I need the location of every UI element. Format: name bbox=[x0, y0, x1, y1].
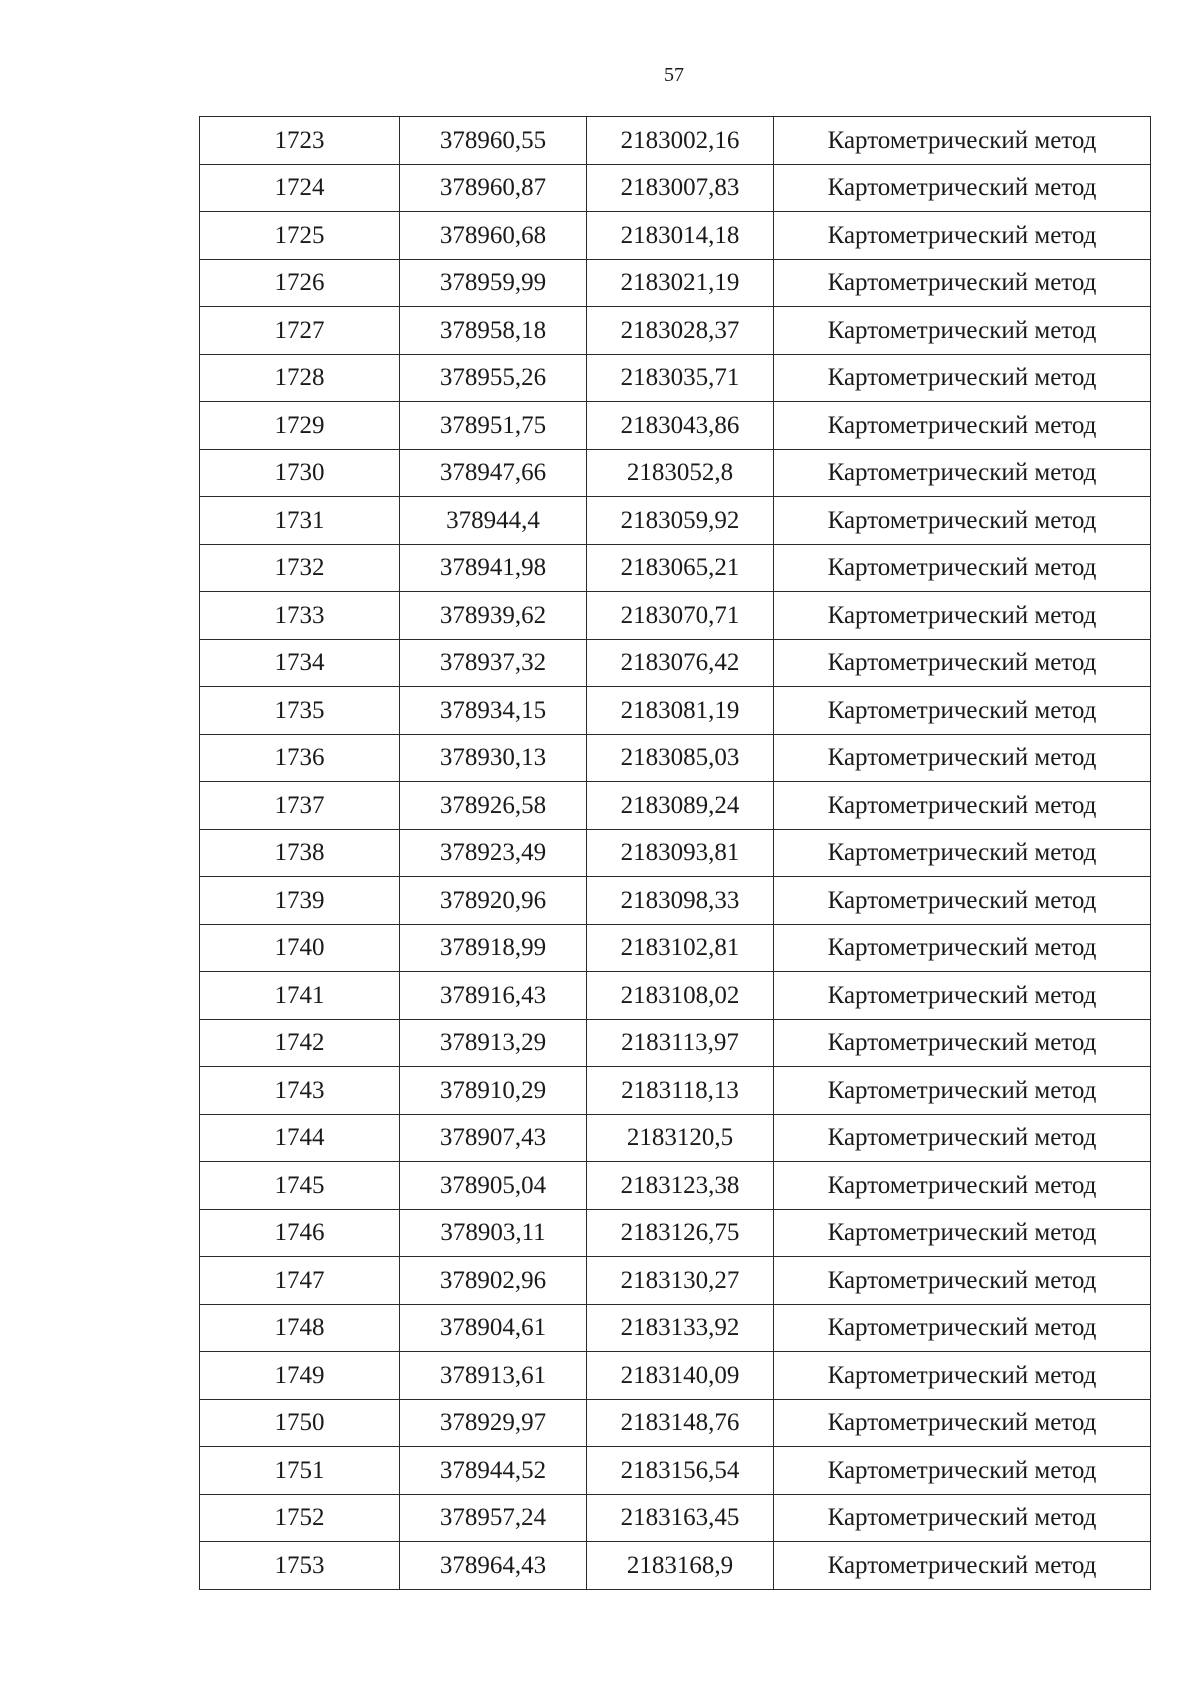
method-cell: Картометрический метод bbox=[774, 1114, 1151, 1162]
method-cell: Картометрический метод bbox=[774, 117, 1151, 165]
x-coordinate-cell: 378918,99 bbox=[400, 924, 587, 972]
point-number-cell: 1726 bbox=[200, 259, 400, 307]
table-row bbox=[200, 544, 1151, 592]
x-coordinate-cell: 378904,61 bbox=[400, 1304, 587, 1352]
y-coordinate-cell: 2183021,19 bbox=[587, 259, 774, 307]
point-number-cell: 1741 bbox=[200, 972, 400, 1020]
x-coordinate-cell: 378937,32 bbox=[400, 639, 587, 687]
y-coordinate-cell: 2183113,97 bbox=[587, 1019, 774, 1067]
method-cell: Картометрический метод bbox=[774, 1494, 1151, 1542]
x-coordinate-cell: 378910,29 bbox=[400, 1067, 587, 1115]
y-coordinate-cell: 2183102,81 bbox=[587, 924, 774, 972]
x-coordinate-cell: 378934,15 bbox=[400, 687, 587, 735]
method-cell: Картометрический метод bbox=[774, 1304, 1151, 1352]
method-cell: Картометрический метод bbox=[774, 972, 1151, 1020]
point-number-cell: 1724 bbox=[200, 164, 400, 212]
y-coordinate-cell: 2183148,76 bbox=[587, 1399, 774, 1447]
method-cell: Картометрический метод bbox=[774, 402, 1151, 450]
x-coordinate-cell: 378907,43 bbox=[400, 1114, 587, 1162]
y-coordinate-cell: 2183076,42 bbox=[587, 639, 774, 687]
method-cell: Картометрический метод bbox=[774, 212, 1151, 260]
method-cell: Картометрический метод bbox=[774, 734, 1151, 782]
point-number-cell: 1740 bbox=[200, 924, 400, 972]
point-number-cell: 1733 bbox=[200, 592, 400, 640]
y-coordinate-cell: 2183163,45 bbox=[587, 1494, 774, 1542]
method-cell: Картометрический метод bbox=[774, 1257, 1151, 1305]
point-number-cell: 1750 bbox=[200, 1399, 400, 1447]
y-coordinate-cell: 2183059,92 bbox=[587, 497, 774, 545]
point-number-cell: 1730 bbox=[200, 449, 400, 497]
x-coordinate-cell: 378960,55 bbox=[400, 117, 587, 165]
table-row bbox=[200, 734, 1151, 782]
y-coordinate-cell: 2183089,24 bbox=[587, 782, 774, 830]
y-coordinate-cell: 2183043,86 bbox=[587, 402, 774, 450]
point-number-cell: 1738 bbox=[200, 829, 400, 877]
x-coordinate-cell: 378902,96 bbox=[400, 1257, 587, 1305]
method-cell: Картометрический метод bbox=[774, 497, 1151, 545]
x-coordinate-cell: 378960,68 bbox=[400, 212, 587, 260]
x-coordinate-cell: 378959,99 bbox=[400, 259, 587, 307]
table-row bbox=[200, 972, 1151, 1020]
point-number-cell: 1734 bbox=[200, 639, 400, 687]
y-coordinate-cell: 2183156,54 bbox=[587, 1447, 774, 1495]
y-coordinate-cell: 2183120,5 bbox=[587, 1114, 774, 1162]
method-cell: Картометрический метод bbox=[774, 924, 1151, 972]
point-number-cell: 1743 bbox=[200, 1067, 400, 1115]
point-number-cell: 1725 bbox=[200, 212, 400, 260]
table-row bbox=[200, 877, 1151, 925]
method-cell: Картометрический метод bbox=[774, 164, 1151, 212]
coordinates-table-body bbox=[200, 117, 1151, 1590]
x-coordinate-cell: 378913,29 bbox=[400, 1019, 587, 1067]
y-coordinate-cell: 2183168,9 bbox=[587, 1542, 774, 1590]
method-cell: Картометрический метод bbox=[774, 1209, 1151, 1257]
point-number-cell: 1736 bbox=[200, 734, 400, 782]
x-coordinate-cell: 378964,43 bbox=[400, 1542, 587, 1590]
x-coordinate-cell: 378958,18 bbox=[400, 307, 587, 355]
x-coordinate-cell: 378939,62 bbox=[400, 592, 587, 640]
point-number-cell: 1751 bbox=[200, 1447, 400, 1495]
y-coordinate-cell: 2183130,27 bbox=[587, 1257, 774, 1305]
table-row bbox=[200, 1114, 1151, 1162]
y-coordinate-cell: 2183093,81 bbox=[587, 829, 774, 877]
point-number-cell: 1735 bbox=[200, 687, 400, 735]
table-row bbox=[200, 1162, 1151, 1210]
point-number-cell: 1753 bbox=[200, 1542, 400, 1590]
table-row bbox=[200, 1399, 1151, 1447]
table-row bbox=[200, 307, 1151, 355]
table-row bbox=[200, 354, 1151, 402]
table-row bbox=[200, 924, 1151, 972]
point-number-cell: 1747 bbox=[200, 1257, 400, 1305]
table-row bbox=[200, 1542, 1151, 1590]
point-number-cell: 1731 bbox=[200, 497, 400, 545]
x-coordinate-cell: 378957,24 bbox=[400, 1494, 587, 1542]
y-coordinate-cell: 2183070,71 bbox=[587, 592, 774, 640]
y-coordinate-cell: 2183081,19 bbox=[587, 687, 774, 735]
table-row bbox=[200, 1209, 1151, 1257]
table-row bbox=[200, 592, 1151, 640]
x-coordinate-cell: 378960,87 bbox=[400, 164, 587, 212]
y-coordinate-cell: 2183007,83 bbox=[587, 164, 774, 212]
point-number-cell: 1727 bbox=[200, 307, 400, 355]
x-coordinate-cell: 378903,11 bbox=[400, 1209, 587, 1257]
x-coordinate-cell: 378944,52 bbox=[400, 1447, 587, 1495]
point-number-cell: 1744 bbox=[200, 1114, 400, 1162]
y-coordinate-cell: 2183123,38 bbox=[587, 1162, 774, 1210]
table-row bbox=[200, 782, 1151, 830]
table-row bbox=[200, 259, 1151, 307]
point-number-cell: 1737 bbox=[200, 782, 400, 830]
table-row bbox=[200, 1494, 1151, 1542]
method-cell: Картометрический метод bbox=[774, 1019, 1151, 1067]
y-coordinate-cell: 2183118,13 bbox=[587, 1067, 774, 1115]
method-cell: Картометрический метод bbox=[774, 544, 1151, 592]
method-cell: Картометрический метод bbox=[774, 307, 1151, 355]
y-coordinate-cell: 2183133,92 bbox=[587, 1304, 774, 1352]
point-number-cell: 1742 bbox=[200, 1019, 400, 1067]
x-coordinate-cell: 378926,58 bbox=[400, 782, 587, 830]
y-coordinate-cell: 2183065,21 bbox=[587, 544, 774, 592]
table-row bbox=[200, 1352, 1151, 1400]
point-number-cell: 1746 bbox=[200, 1209, 400, 1257]
point-number-cell: 1752 bbox=[200, 1494, 400, 1542]
point-number-cell: 1749 bbox=[200, 1352, 400, 1400]
point-number-cell: 1745 bbox=[200, 1162, 400, 1210]
method-cell: Картометрический метод bbox=[774, 1399, 1151, 1447]
x-coordinate-cell: 378920,96 bbox=[400, 877, 587, 925]
table-row bbox=[200, 829, 1151, 877]
table-row bbox=[200, 117, 1151, 165]
method-cell: Картометрический метод bbox=[774, 639, 1151, 687]
method-cell: Картометрический метод bbox=[774, 1447, 1151, 1495]
table-row bbox=[200, 1304, 1151, 1352]
x-coordinate-cell: 378941,98 bbox=[400, 544, 587, 592]
point-number-cell: 1729 bbox=[200, 402, 400, 450]
y-coordinate-cell: 2183035,71 bbox=[587, 354, 774, 402]
table-row bbox=[200, 1067, 1151, 1115]
method-cell: Картометрический метод bbox=[774, 1067, 1151, 1115]
method-cell: Картометрический метод bbox=[774, 1162, 1151, 1210]
table-row bbox=[200, 1257, 1151, 1305]
y-coordinate-cell: 2183108,02 bbox=[587, 972, 774, 1020]
table-row bbox=[200, 402, 1151, 450]
method-cell: Картометрический метод bbox=[774, 259, 1151, 307]
point-number-cell: 1748 bbox=[200, 1304, 400, 1352]
point-number-cell: 1732 bbox=[200, 544, 400, 592]
x-coordinate-cell: 378955,26 bbox=[400, 354, 587, 402]
y-coordinate-cell: 2183052,8 bbox=[587, 449, 774, 497]
table-row bbox=[200, 1447, 1151, 1495]
method-cell: Картометрический метод bbox=[774, 592, 1151, 640]
table-row bbox=[200, 1019, 1151, 1067]
x-coordinate-cell: 378913,61 bbox=[400, 1352, 587, 1400]
method-cell: Картометрический метод bbox=[774, 782, 1151, 830]
x-coordinate-cell: 378947,66 bbox=[400, 449, 587, 497]
point-number-cell: 1739 bbox=[200, 877, 400, 925]
method-cell: Картометрический метод bbox=[774, 687, 1151, 735]
y-coordinate-cell: 2183014,18 bbox=[587, 212, 774, 260]
method-cell: Картометрический метод bbox=[774, 449, 1151, 497]
table-row bbox=[200, 639, 1151, 687]
x-coordinate-cell: 378944,4 bbox=[400, 497, 587, 545]
x-coordinate-cell: 378923,49 bbox=[400, 829, 587, 877]
table-row bbox=[200, 687, 1151, 735]
y-coordinate-cell: 2183126,75 bbox=[587, 1209, 774, 1257]
y-coordinate-cell: 2183028,37 bbox=[587, 307, 774, 355]
coordinates-table bbox=[199, 116, 1151, 1590]
x-coordinate-cell: 378905,04 bbox=[400, 1162, 587, 1210]
page-number: 57 bbox=[664, 64, 684, 86]
table-row bbox=[200, 497, 1151, 545]
x-coordinate-cell: 378929,97 bbox=[400, 1399, 587, 1447]
method-cell: Картометрический метод bbox=[774, 1542, 1151, 1590]
y-coordinate-cell: 2183002,16 bbox=[587, 117, 774, 165]
y-coordinate-cell: 2183085,03 bbox=[587, 734, 774, 782]
table-row bbox=[200, 164, 1151, 212]
point-number-cell: 1728 bbox=[200, 354, 400, 402]
table-row bbox=[200, 212, 1151, 260]
method-cell: Картометрический метод bbox=[774, 1352, 1151, 1400]
x-coordinate-cell: 378930,13 bbox=[400, 734, 587, 782]
y-coordinate-cell: 2183098,33 bbox=[587, 877, 774, 925]
x-coordinate-cell: 378951,75 bbox=[400, 402, 587, 450]
point-number-cell: 1723 bbox=[200, 117, 400, 165]
table-row bbox=[200, 449, 1151, 497]
x-coordinate-cell: 378916,43 bbox=[400, 972, 587, 1020]
method-cell: Картометрический метод bbox=[774, 354, 1151, 402]
method-cell: Картометрический метод bbox=[774, 877, 1151, 925]
y-coordinate-cell: 2183140,09 bbox=[587, 1352, 774, 1400]
method-cell: Картометрический метод bbox=[774, 829, 1151, 877]
